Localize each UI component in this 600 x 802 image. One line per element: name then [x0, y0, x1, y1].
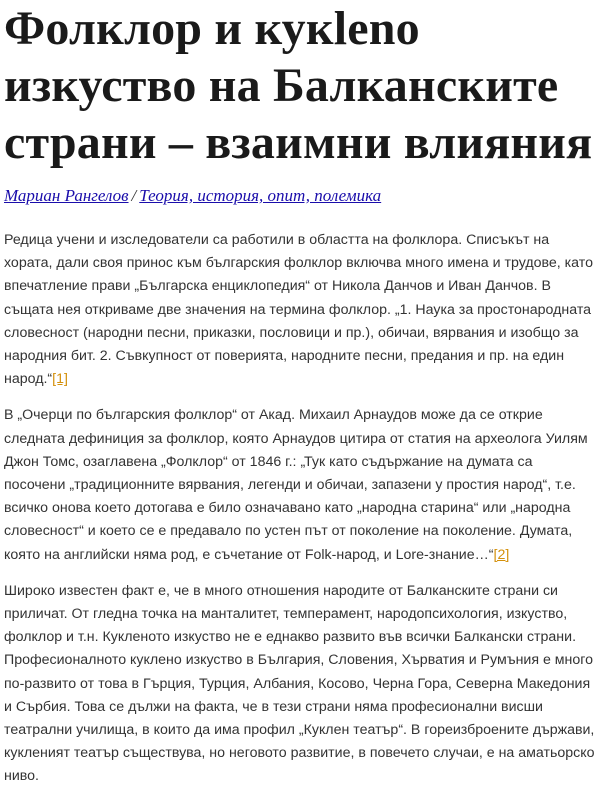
article-title: [0, 0, 600, 171]
meta-separator: /: [131, 186, 137, 205]
author-link[interactable]: Мариан Рангелов: [4, 186, 129, 205]
footnote-link-2[interactable]: [2]: [493, 546, 510, 563]
paragraph-3: [4, 580, 596, 789]
paragraph-text: Редица учени и изследователи са работили в областта на фолклора. Списъкът на хората, дали своя принос към българския фолклор включва много имена и трудове, като впечатление прави „Българска енциклопедия“ от Никола Данчов и Иван Данчов. В същата нея откриваме две значения на термина фолклор. „1. Наука за простонародната словесност (народни песни, приказки, пословици и пр.), обичаи, вярвания и изобщо за народния бит. 2. Съвкупност от поверията, народните песни, предания и пр. на един народ.“: [4, 232, 593, 388]
title-line-2: изкуство на Балканските: [4, 59, 559, 112]
paragraph-text: Широко известен факт е, че в много отношения народите от Балканските страни си приличат. От гледна точка на манталитет, темперамент, народопсихология, изкуство, фолклор и т.н. Кукленото изкуство не е еднакво развито във всички Балкански страни. Професионалното куклено изкуство в България, Словения, Хърватия и Румъния е много по-развито от това в Гърция, Турция, Албания, Косово, Черна Гора, Северна Македония и Сърбия. Това се дължи на факта, че в тези страни няма професионални висши театрални училища, в които да има профил „Куклен театър“. В гореизброените държави, кукленият театър съществува, но неговото развитие, в повечето случаи, е на аматьорско ниво.: [4, 582, 595, 785]
article-meta: [4, 185, 600, 207]
title-line-1: Фолклор и кукleno: [4, 2, 420, 55]
footnote-link-1[interactable]: [1]: [52, 371, 68, 388]
paragraph-1: [4, 229, 596, 391]
title-line-3: страни – взаимни влияния: [4, 116, 593, 169]
category-link[interactable]: Теория, история, опит, полемика: [139, 186, 382, 205]
paragraph-2: [4, 404, 596, 566]
article-body: [0, 229, 600, 789]
paragraph-text: В „Очерци по българския фолклор“ от Акад. Михаил Арнаудов може да се открие следната дефиниция за фолклор, която Арнаудов цитира от статия на археолога Уилям Джон Томс, озаглавена „Фолклор“ от 1846 г.: „Тук като съдържание на думата са посочени „традиционните вярвания, легенди и обичаи, запазени у простия народ“, т.е. всичко онова което дотогава е било означавано като „народна старина“ или „народна словесност“ и което се е предавало по устен път от поколение на поколение. Думата, която на английски няма род, е съчетание от Folk-народ, и Lore-знание…“: [4, 407, 588, 563]
